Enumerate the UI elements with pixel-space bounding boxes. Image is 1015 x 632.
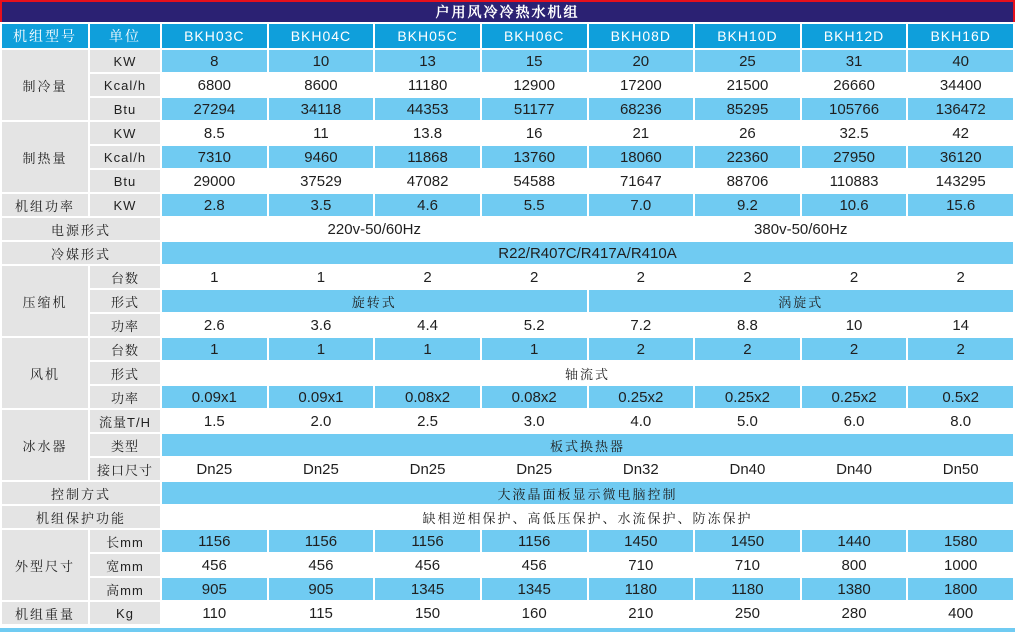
value-cell: 8.5	[161, 121, 268, 145]
value-cell: 板式换热器	[161, 433, 1014, 457]
value-cell: 150	[374, 601, 481, 625]
value-cell: 12900	[481, 73, 588, 97]
value-cell: 18060	[588, 145, 695, 169]
value-cell: 34400	[907, 73, 1014, 97]
row-group-label: 风机	[1, 337, 89, 409]
row-group-label: 压缩机	[1, 265, 89, 337]
value-cell: 6.0	[801, 409, 908, 433]
table-row	[1, 409, 1014, 433]
table-row	[1, 577, 1014, 601]
value-cell: 800	[801, 553, 908, 577]
unit-label: Kcal/h	[89, 145, 161, 169]
value-cell: 71647	[588, 169, 695, 193]
value-cell: 88706	[694, 169, 801, 193]
value-cell: 21500	[694, 73, 801, 97]
header-model-bkh10d: BKH10D	[694, 23, 801, 49]
value-cell: 1440	[801, 529, 908, 553]
value-cell: 1380	[801, 577, 908, 601]
value-cell: 1.5	[161, 409, 268, 433]
value-cell: 40	[907, 49, 1014, 73]
value-cell: 7.0	[588, 193, 695, 217]
table-row	[1, 601, 1014, 625]
value-cell: 10.6	[801, 193, 908, 217]
value-cell: 1	[268, 337, 375, 361]
value-cell: 8.8	[694, 313, 801, 337]
unit-label: 台数	[89, 337, 161, 361]
value-cell: 47082	[374, 169, 481, 193]
value-cell: 380v-50/60Hz	[588, 217, 1015, 241]
value-cell: 4.6	[374, 193, 481, 217]
value-cell: 0.08x2	[481, 385, 588, 409]
value-cell: 2.6	[161, 313, 268, 337]
value-cell: 10	[801, 313, 908, 337]
value-cell: Dn50	[907, 457, 1014, 481]
value-cell: 旋转式	[161, 289, 588, 313]
value-cell: 0.25x2	[801, 385, 908, 409]
spec-table	[0, 22, 1015, 626]
value-cell: 2	[801, 265, 908, 289]
value-cell: R22/R407C/R417A/R410A	[161, 241, 1014, 265]
unit-label: Btu	[89, 97, 161, 121]
table-row	[1, 289, 1014, 313]
value-cell: 68236	[588, 97, 695, 121]
value-cell: 1345	[374, 577, 481, 601]
unit-label: Kg	[89, 601, 161, 625]
value-cell: 8	[161, 49, 268, 73]
value-cell: 2	[907, 337, 1014, 361]
value-cell: 85295	[694, 97, 801, 121]
value-cell: 13	[374, 49, 481, 73]
value-cell: 2	[694, 337, 801, 361]
value-cell: 905	[268, 577, 375, 601]
header-unit-col: 单位	[89, 23, 161, 49]
unit-label: KW	[89, 49, 161, 73]
value-cell: 26660	[801, 73, 908, 97]
value-cell: 0.09x1	[161, 385, 268, 409]
table-row	[1, 169, 1014, 193]
header-row	[1, 23, 1014, 49]
header-model-bkh08d: BKH08D	[588, 23, 695, 49]
value-cell: 7.2	[588, 313, 695, 337]
table-row	[1, 385, 1014, 409]
value-cell: 1	[268, 265, 375, 289]
value-cell: 15.6	[907, 193, 1014, 217]
value-cell: Dn40	[801, 457, 908, 481]
table-row	[1, 49, 1014, 73]
value-cell: 13.8	[374, 121, 481, 145]
value-cell: 0.09x1	[268, 385, 375, 409]
value-cell: Dn25	[481, 457, 588, 481]
value-cell: 37529	[268, 169, 375, 193]
value-cell: 34118	[268, 97, 375, 121]
spec-table-body	[1, 49, 1014, 625]
value-cell: 1156	[161, 529, 268, 553]
value-cell: 2.8	[161, 193, 268, 217]
value-cell: 5.0	[694, 409, 801, 433]
value-cell: 1180	[588, 577, 695, 601]
value-cell: 1450	[588, 529, 695, 553]
value-cell: 42	[907, 121, 1014, 145]
header-model-bkh12d: BKH12D	[801, 23, 908, 49]
header-model-bkh16d: BKH16D	[907, 23, 1014, 49]
unit-label: 长mm	[89, 529, 161, 553]
table-row	[1, 313, 1014, 337]
table-row	[1, 457, 1014, 481]
value-cell: 0.08x2	[374, 385, 481, 409]
value-cell: 2	[907, 265, 1014, 289]
value-cell: 1156	[481, 529, 588, 553]
value-cell: 21	[588, 121, 695, 145]
unit-label: 形式	[89, 289, 161, 313]
header-model-bkh06c: BKH06C	[481, 23, 588, 49]
value-cell: 105766	[801, 97, 908, 121]
value-cell: 2.0	[268, 409, 375, 433]
value-cell: 11	[268, 121, 375, 145]
table-row	[1, 265, 1014, 289]
value-cell: 1	[161, 265, 268, 289]
value-cell: 51177	[481, 97, 588, 121]
value-cell: 110	[161, 601, 268, 625]
value-cell: 110883	[801, 169, 908, 193]
row-group-label: 冰水器	[1, 409, 89, 481]
value-cell: 14	[907, 313, 1014, 337]
value-cell: 3.6	[268, 313, 375, 337]
table-row	[1, 505, 1014, 529]
value-cell: 25	[694, 49, 801, 73]
value-cell: 54588	[481, 169, 588, 193]
value-cell: 8.0	[907, 409, 1014, 433]
table-row	[1, 241, 1014, 265]
row-group-label: 机组重量	[1, 601, 89, 625]
value-cell: 16	[481, 121, 588, 145]
value-cell: 15	[481, 49, 588, 73]
value-cell: 136472	[907, 97, 1014, 121]
table-row	[1, 361, 1014, 385]
value-cell: 9460	[268, 145, 375, 169]
row-label: 电源形式	[1, 217, 161, 241]
table-row	[1, 433, 1014, 457]
value-cell: 905	[161, 577, 268, 601]
unit-label: 形式	[89, 361, 161, 385]
unit-label: 功率	[89, 385, 161, 409]
unit-label: 功率	[89, 313, 161, 337]
table-row	[1, 337, 1014, 361]
value-cell: 0.25x2	[694, 385, 801, 409]
header-model-bkh04c: BKH04C	[268, 23, 375, 49]
unit-label: Btu	[89, 169, 161, 193]
value-cell: 5.5	[481, 193, 588, 217]
value-cell: 1	[161, 337, 268, 361]
value-cell: 3.5	[268, 193, 375, 217]
value-cell: 2	[588, 265, 695, 289]
value-cell: 31	[801, 49, 908, 73]
value-cell: 26	[694, 121, 801, 145]
value-cell: Dn25	[268, 457, 375, 481]
unit-label: 类型	[89, 433, 161, 457]
table-row	[1, 73, 1014, 97]
value-cell: 涡旋式	[588, 289, 1015, 313]
table-row	[1, 529, 1014, 553]
row-group-label: 制冷量	[1, 49, 89, 121]
value-cell: Dn32	[588, 457, 695, 481]
value-cell: 250	[694, 601, 801, 625]
table-row	[1, 217, 1014, 241]
value-cell: 11868	[374, 145, 481, 169]
row-group-label: 制热量	[1, 121, 89, 193]
unit-label: 流量T/H	[89, 409, 161, 433]
table-row	[1, 97, 1014, 121]
unit-label: 宽mm	[89, 553, 161, 577]
value-cell: 轴流式	[161, 361, 1014, 385]
header-model-bkh03c: BKH03C	[161, 23, 268, 49]
value-cell: 29000	[161, 169, 268, 193]
table-row	[1, 481, 1014, 505]
value-cell: 456	[374, 553, 481, 577]
table-title: 户用风冷冷热水机组	[0, 0, 1015, 22]
value-cell: 456	[268, 553, 375, 577]
value-cell: 160	[481, 601, 588, 625]
unit-label: 接口尺寸	[89, 457, 161, 481]
value-cell: 210	[588, 601, 695, 625]
value-cell: 143295	[907, 169, 1014, 193]
value-cell: 缺相逆相保护、高低压保护、水流保护、防冻保护	[161, 505, 1014, 529]
value-cell: 2	[801, 337, 908, 361]
value-cell: 0.25x2	[588, 385, 695, 409]
value-cell: 456	[481, 553, 588, 577]
row-group-label: 机组功率	[1, 193, 89, 217]
value-cell: 1156	[268, 529, 375, 553]
value-cell: 0.5x2	[907, 385, 1014, 409]
header-model-bkh05c: BKH05C	[374, 23, 481, 49]
value-cell: 大液晶面板显示微电脑控制	[161, 481, 1014, 505]
value-cell: 2	[588, 337, 695, 361]
value-cell: 11180	[374, 73, 481, 97]
value-cell: 13760	[481, 145, 588, 169]
value-cell: 1345	[481, 577, 588, 601]
unit-label: KW	[89, 121, 161, 145]
value-cell: 9.2	[694, 193, 801, 217]
value-cell: 6800	[161, 73, 268, 97]
value-cell: 1180	[694, 577, 801, 601]
table-row	[1, 121, 1014, 145]
value-cell: Dn25	[161, 457, 268, 481]
unit-label: 高mm	[89, 577, 161, 601]
value-cell: 710	[694, 553, 801, 577]
value-cell: 220v-50/60Hz	[161, 217, 588, 241]
row-label: 机组保护功能	[1, 505, 161, 529]
value-cell: 36120	[907, 145, 1014, 169]
value-cell: 1	[481, 337, 588, 361]
value-cell: 1000	[907, 553, 1014, 577]
value-cell: 1156	[374, 529, 481, 553]
value-cell: 2	[694, 265, 801, 289]
value-cell: 1450	[694, 529, 801, 553]
header-model-col: 机组型号	[1, 23, 89, 49]
row-group-label: 外型尺寸	[1, 529, 89, 601]
bottom-strip	[0, 628, 1015, 632]
value-cell: 2.5	[374, 409, 481, 433]
value-cell: 5.2	[481, 313, 588, 337]
value-cell: 22360	[694, 145, 801, 169]
value-cell: 7310	[161, 145, 268, 169]
value-cell: 1580	[907, 529, 1014, 553]
value-cell: 2	[374, 265, 481, 289]
unit-label: KW	[89, 193, 161, 217]
value-cell: 10	[268, 49, 375, 73]
value-cell: 2	[481, 265, 588, 289]
value-cell: 17200	[588, 73, 695, 97]
value-cell: 3.0	[481, 409, 588, 433]
value-cell: 1	[374, 337, 481, 361]
unit-label: Kcal/h	[89, 73, 161, 97]
table-row	[1, 553, 1014, 577]
value-cell: 44353	[374, 97, 481, 121]
value-cell: 27950	[801, 145, 908, 169]
value-cell: 115	[268, 601, 375, 625]
value-cell: 280	[801, 601, 908, 625]
table-row	[1, 193, 1014, 217]
row-label: 冷媒形式	[1, 241, 161, 265]
value-cell: 456	[161, 553, 268, 577]
value-cell: 4.4	[374, 313, 481, 337]
row-label: 控制方式	[1, 481, 161, 505]
value-cell: 1800	[907, 577, 1014, 601]
value-cell: Dn25	[374, 457, 481, 481]
value-cell: 8600	[268, 73, 375, 97]
value-cell: 27294	[161, 97, 268, 121]
unit-label: 台数	[89, 265, 161, 289]
value-cell: 710	[588, 553, 695, 577]
value-cell: 400	[907, 601, 1014, 625]
value-cell: 4.0	[588, 409, 695, 433]
value-cell: 20	[588, 49, 695, 73]
value-cell: Dn40	[694, 457, 801, 481]
value-cell: 32.5	[801, 121, 908, 145]
table-row	[1, 145, 1014, 169]
